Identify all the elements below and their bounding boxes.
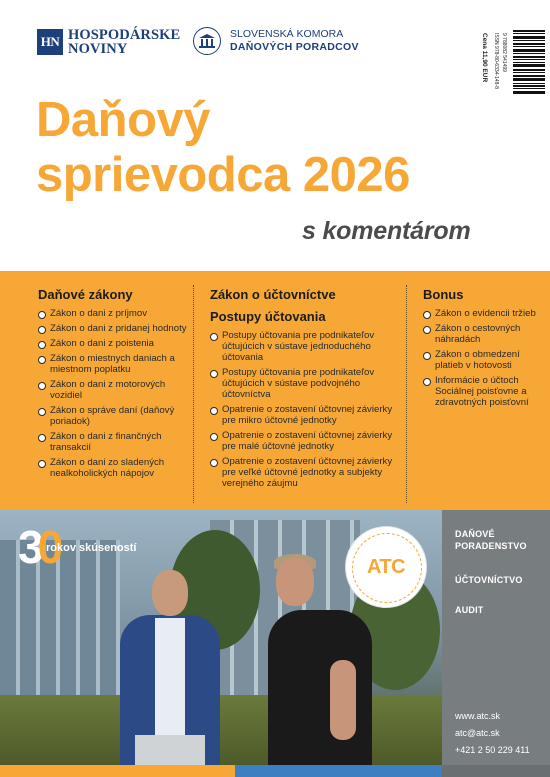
column-heading: Zákon o účtovníctve — [210, 287, 336, 302]
hn-logo-text — [68, 28, 180, 56]
email-link[interactable]: atc@atc.sk — [455, 728, 500, 738]
skdp-text — [230, 28, 359, 54]
list-item: Opatrenie o zostavení účtovnej závierky pre mikro účtovné jednotky — [210, 404, 400, 426]
accounting-list — [210, 330, 400, 489]
services-panel — [442, 510, 550, 765]
hn-logo-mark: HN — [37, 29, 63, 55]
skdp-line2: DAŇOVÝCH PORADCOV — [230, 41, 359, 53]
list-item: Zákon o cestovných náhradách — [423, 323, 538, 345]
list-item: Opatrenie o zostavení účtovnej závierky pre malé účtovné jednotky — [210, 430, 400, 452]
title-line2: sprievodca 2026 — [36, 148, 410, 202]
column-divider — [406, 285, 407, 503]
skdp-logo — [193, 27, 359, 55]
list-item: Zákon o miestnych daniach a miestnom poplatku — [38, 353, 188, 375]
column-divider — [193, 285, 194, 503]
list-item: Informácie o účtoch Sociálnej poisťovne a zdravotných poisťovní — [423, 375, 538, 408]
hn-logo-line1: HOSPODÁRSKE — [68, 27, 181, 43]
service-tax-advisory: DAŇOVÉ PORADENSTVO — [455, 529, 527, 551]
list-item: Zákon o evidencii tržieb — [423, 308, 538, 319]
page-subtitle: s komentárom — [302, 217, 471, 245]
hn-logo-line2: NOVINY — [68, 41, 128, 57]
barcode-number: 9 788082 541499 — [501, 33, 507, 72]
service-accounting: ÚČTOVNÍCTVO — [455, 575, 523, 585]
list-item: Postupy účtovania pre podnikateľov účtujúcich v sústave podvojného účtovníctva — [210, 367, 400, 400]
list-item: Zákon o dani z finančných transakcií — [38, 431, 188, 453]
list-item: Postupy účtovania pre podnikateľov účtujúcich v sústave jednoduchého účtovania — [210, 330, 400, 363]
website-link[interactable]: www.atc.sk — [455, 711, 501, 721]
column-tax-laws — [38, 287, 188, 483]
list-item: Opatrenie o zostavení účtovnej závierky pre veľké účtovné jednotky a subjekty verejného záujmu — [210, 456, 400, 489]
page-title — [36, 93, 410, 203]
list-item: Zákon o obmedzení platieb v hotovosti — [423, 349, 538, 371]
hospodarske-noviny-logo — [37, 28, 180, 56]
list-item: Zákon o dani zo sladených nealkoholických nápojov — [38, 457, 188, 479]
color-strip-orange — [0, 765, 235, 777]
atc-logo-text: ATC — [366, 555, 406, 578]
column-bonus — [423, 287, 538, 412]
list-item: Zákon o dani z poistenia — [38, 338, 188, 349]
promo-photo — [0, 510, 442, 765]
color-strip-grey — [442, 765, 550, 777]
tax-laws-list — [38, 308, 188, 479]
column-heading: Daňové zákony — [38, 287, 133, 302]
column-subheading: Postupy účtovania — [210, 309, 326, 324]
experience-text: rokov skúseností — [46, 542, 137, 554]
experience-zero: 0 — [37, 521, 58, 573]
column-accounting — [210, 287, 400, 493]
contents-band — [0, 271, 550, 510]
experience-digit: 3 — [18, 521, 38, 573]
phone-number[interactable]: +421 2 50 229 411 — [455, 745, 530, 755]
price-label: Cena 11,90 EUR — [481, 33, 488, 83]
list-item: Zákon o dani z príjmov — [38, 308, 188, 319]
atc-logo — [345, 526, 427, 608]
title-line1: Daňový — [36, 93, 211, 147]
list-item: Zákon o dani z pridanej hodnoty — [38, 323, 188, 334]
list-item: Zákon o správe daní (daňový poriadok) — [38, 405, 188, 427]
service-audit: AUDIT — [455, 605, 484, 615]
bonus-list — [423, 308, 538, 408]
barcode-icon — [513, 30, 545, 94]
list-item: Zákon o dani z motorových vozidiel — [38, 379, 188, 401]
issn-label: ISSN 978-80-6334-148-8 — [493, 33, 499, 89]
grass-decoration — [0, 695, 442, 765]
color-strip-blue — [235, 765, 442, 777]
building-icon — [193, 27, 221, 55]
skdp-line1: SLOVENSKÁ KOMORA — [230, 28, 344, 40]
column-heading: Bonus — [423, 287, 464, 302]
